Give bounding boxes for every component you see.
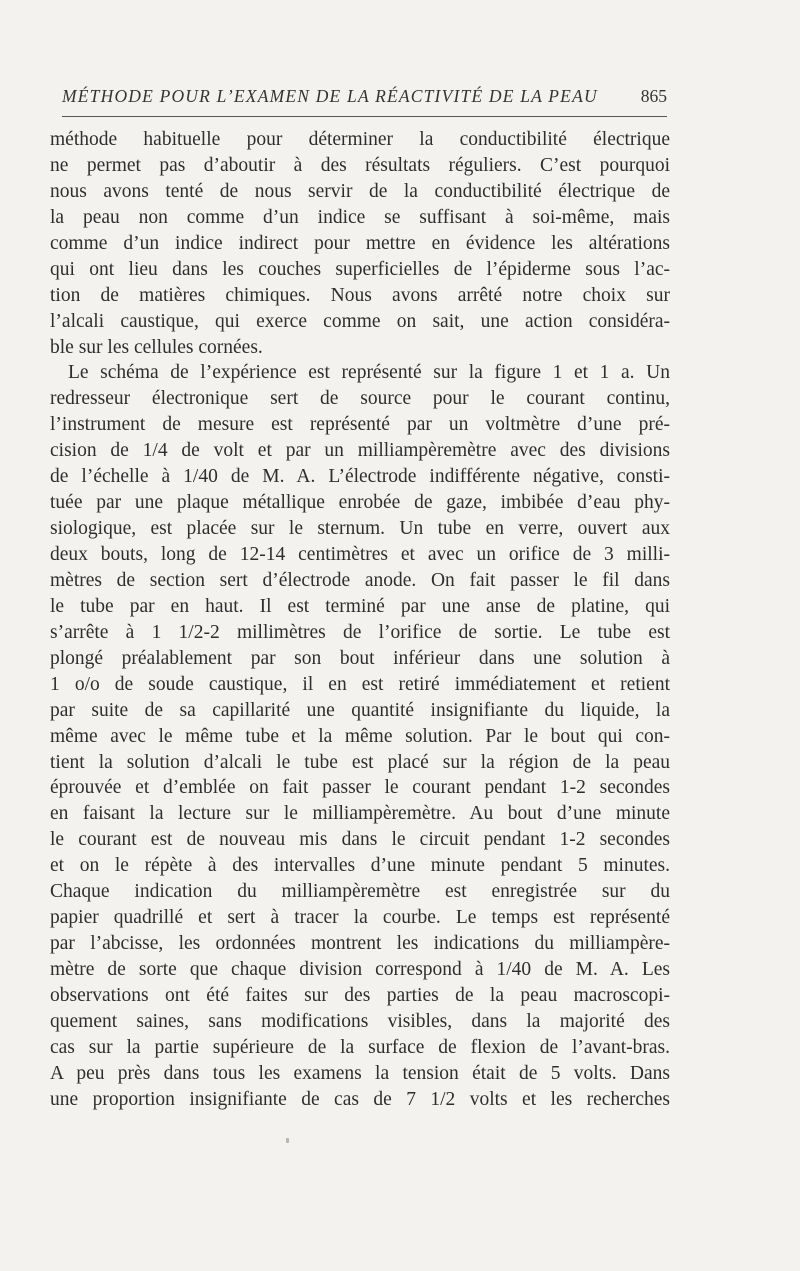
text-line: ble sur les cellules cornées. <box>50 336 263 358</box>
text-line: tion de matières chimiques. Nous avons arrêté notre choix sur <box>50 284 670 306</box>
running-title: MÉTHODE POUR L’EXAMEN DE LA RÉACTIVITÉ DE LA PEAU <box>62 86 598 106</box>
text-line: siologique, est placée sur le sternum. Un tube en verre, ouvert aux <box>50 518 670 540</box>
text-line: l’instrument de mesure est représenté par un voltmètre d’une pré- <box>50 414 670 436</box>
text-line: nous avons tenté de nous servir de la conductibilité électrique de <box>50 180 670 202</box>
text-line: le courant est de nouveau mis dans le circuit pendant 1-2 secondes <box>50 829 670 851</box>
text-line: tient la solution d’alcali le tube est placé sur la région de la peau <box>50 751 670 773</box>
text-line: même avec le même tube et la même solution. Par le bout qui con- <box>50 725 670 747</box>
paragraph-start-line: Le schéma de l’expérience est représenté sur la figure 1 et 1 a. Un <box>68 362 670 384</box>
text-line: cas sur la partie supérieure de la surface de flexion de l’avant-bras. <box>50 1036 670 1058</box>
text-line: le tube par en haut. Il est terminé par une anse de platine, qui <box>50 595 670 617</box>
text-line: 1 o/o de soude caustique, il en est retiré immédiatement et retient <box>50 673 670 695</box>
text-line: par suite de sa capillarité une quantité insignifiante du liquide, la <box>50 699 670 721</box>
text-line: qui ont lieu dans les couches superficielles de l’épiderme sous l’ac- <box>50 258 670 280</box>
header-rule <box>62 116 667 117</box>
text-line: comme d’un indice indirect pour mettre en évidence les altérations <box>50 232 670 254</box>
paper-speck <box>286 1138 289 1143</box>
text-line: mètre de sorte que chaque division correspond à 1/40 de M. A. Les <box>50 959 670 980</box>
text-line: deux bouts, long de 12-14 centimètres et avec un orifice de 3 milli- <box>50 544 670 565</box>
text-line: de l’échelle à 1/40 de M. A. L’électrode indifférente négative, consti- <box>50 466 670 488</box>
page-number: 865 <box>640 86 667 106</box>
text-line: tuée par une plaque métallique enrobée de gaze, imbibée d’eau phy- <box>50 492 670 514</box>
text-line: redresseur électronique sert de source pour le courant continu, <box>50 388 670 410</box>
text-line: papier quadrillé et sert à tracer la courbe. Le temps est représenté <box>50 907 670 929</box>
text-line: éprouvée et d’emblée on fait passer le courant pendant 1-2 secondes <box>50 777 670 799</box>
text-line: la peau non comme d’un indice se suffisant à soi-même, mais <box>50 206 670 228</box>
text-line: l’alcali caustique, qui exerce comme on sait, une action considéra- <box>50 310 670 332</box>
text-line: cision de 1/4 de volt et par un milliampèremètre avec des divisions <box>50 440 670 462</box>
text-line: en faisant la lecture sur le milliampèremètre. Au bout d’une minute <box>50 803 670 825</box>
body-text <box>50 127 670 1113</box>
text-line: quement saines, sans modifications visibles, dans la majorité des <box>50 1010 670 1032</box>
text-line: une proportion insignifiante de cas de 7 1/2 volts et les recherches <box>50 1088 670 1110</box>
text-line: observations ont été faites sur des parties de la peau macroscopi- <box>50 984 670 1006</box>
text-line: ne permet pas d’aboutir à des résultats réguliers. C’est pourquoi <box>50 154 670 176</box>
text-line: méthode habituelle pour déterminer la conductibilité électrique <box>50 129 670 150</box>
text-line: Chaque indication du milliampèremètre est enregistrée sur du <box>50 881 670 903</box>
text-line: s’arrête à 1 1/2-2 millimètres de l’orifice de sortie. Le tube est <box>50 621 670 643</box>
text-line: A peu près dans tous les examens la tension était de 5 volts. Dans <box>50 1062 670 1084</box>
text-line: et on le répète à des intervalles d’une minute pendant 5 minutes. <box>50 855 670 877</box>
running-head <box>62 86 667 112</box>
text-line: mètres de section sert d’électrode anode. On fait passer le fil dans <box>50 569 670 591</box>
text-line: par l’abcisse, les ordonnées montrent les indications du milliampère- <box>50 933 670 955</box>
text-line: plongé préalablement par son bout inférieur dans une solution à <box>50 647 670 669</box>
